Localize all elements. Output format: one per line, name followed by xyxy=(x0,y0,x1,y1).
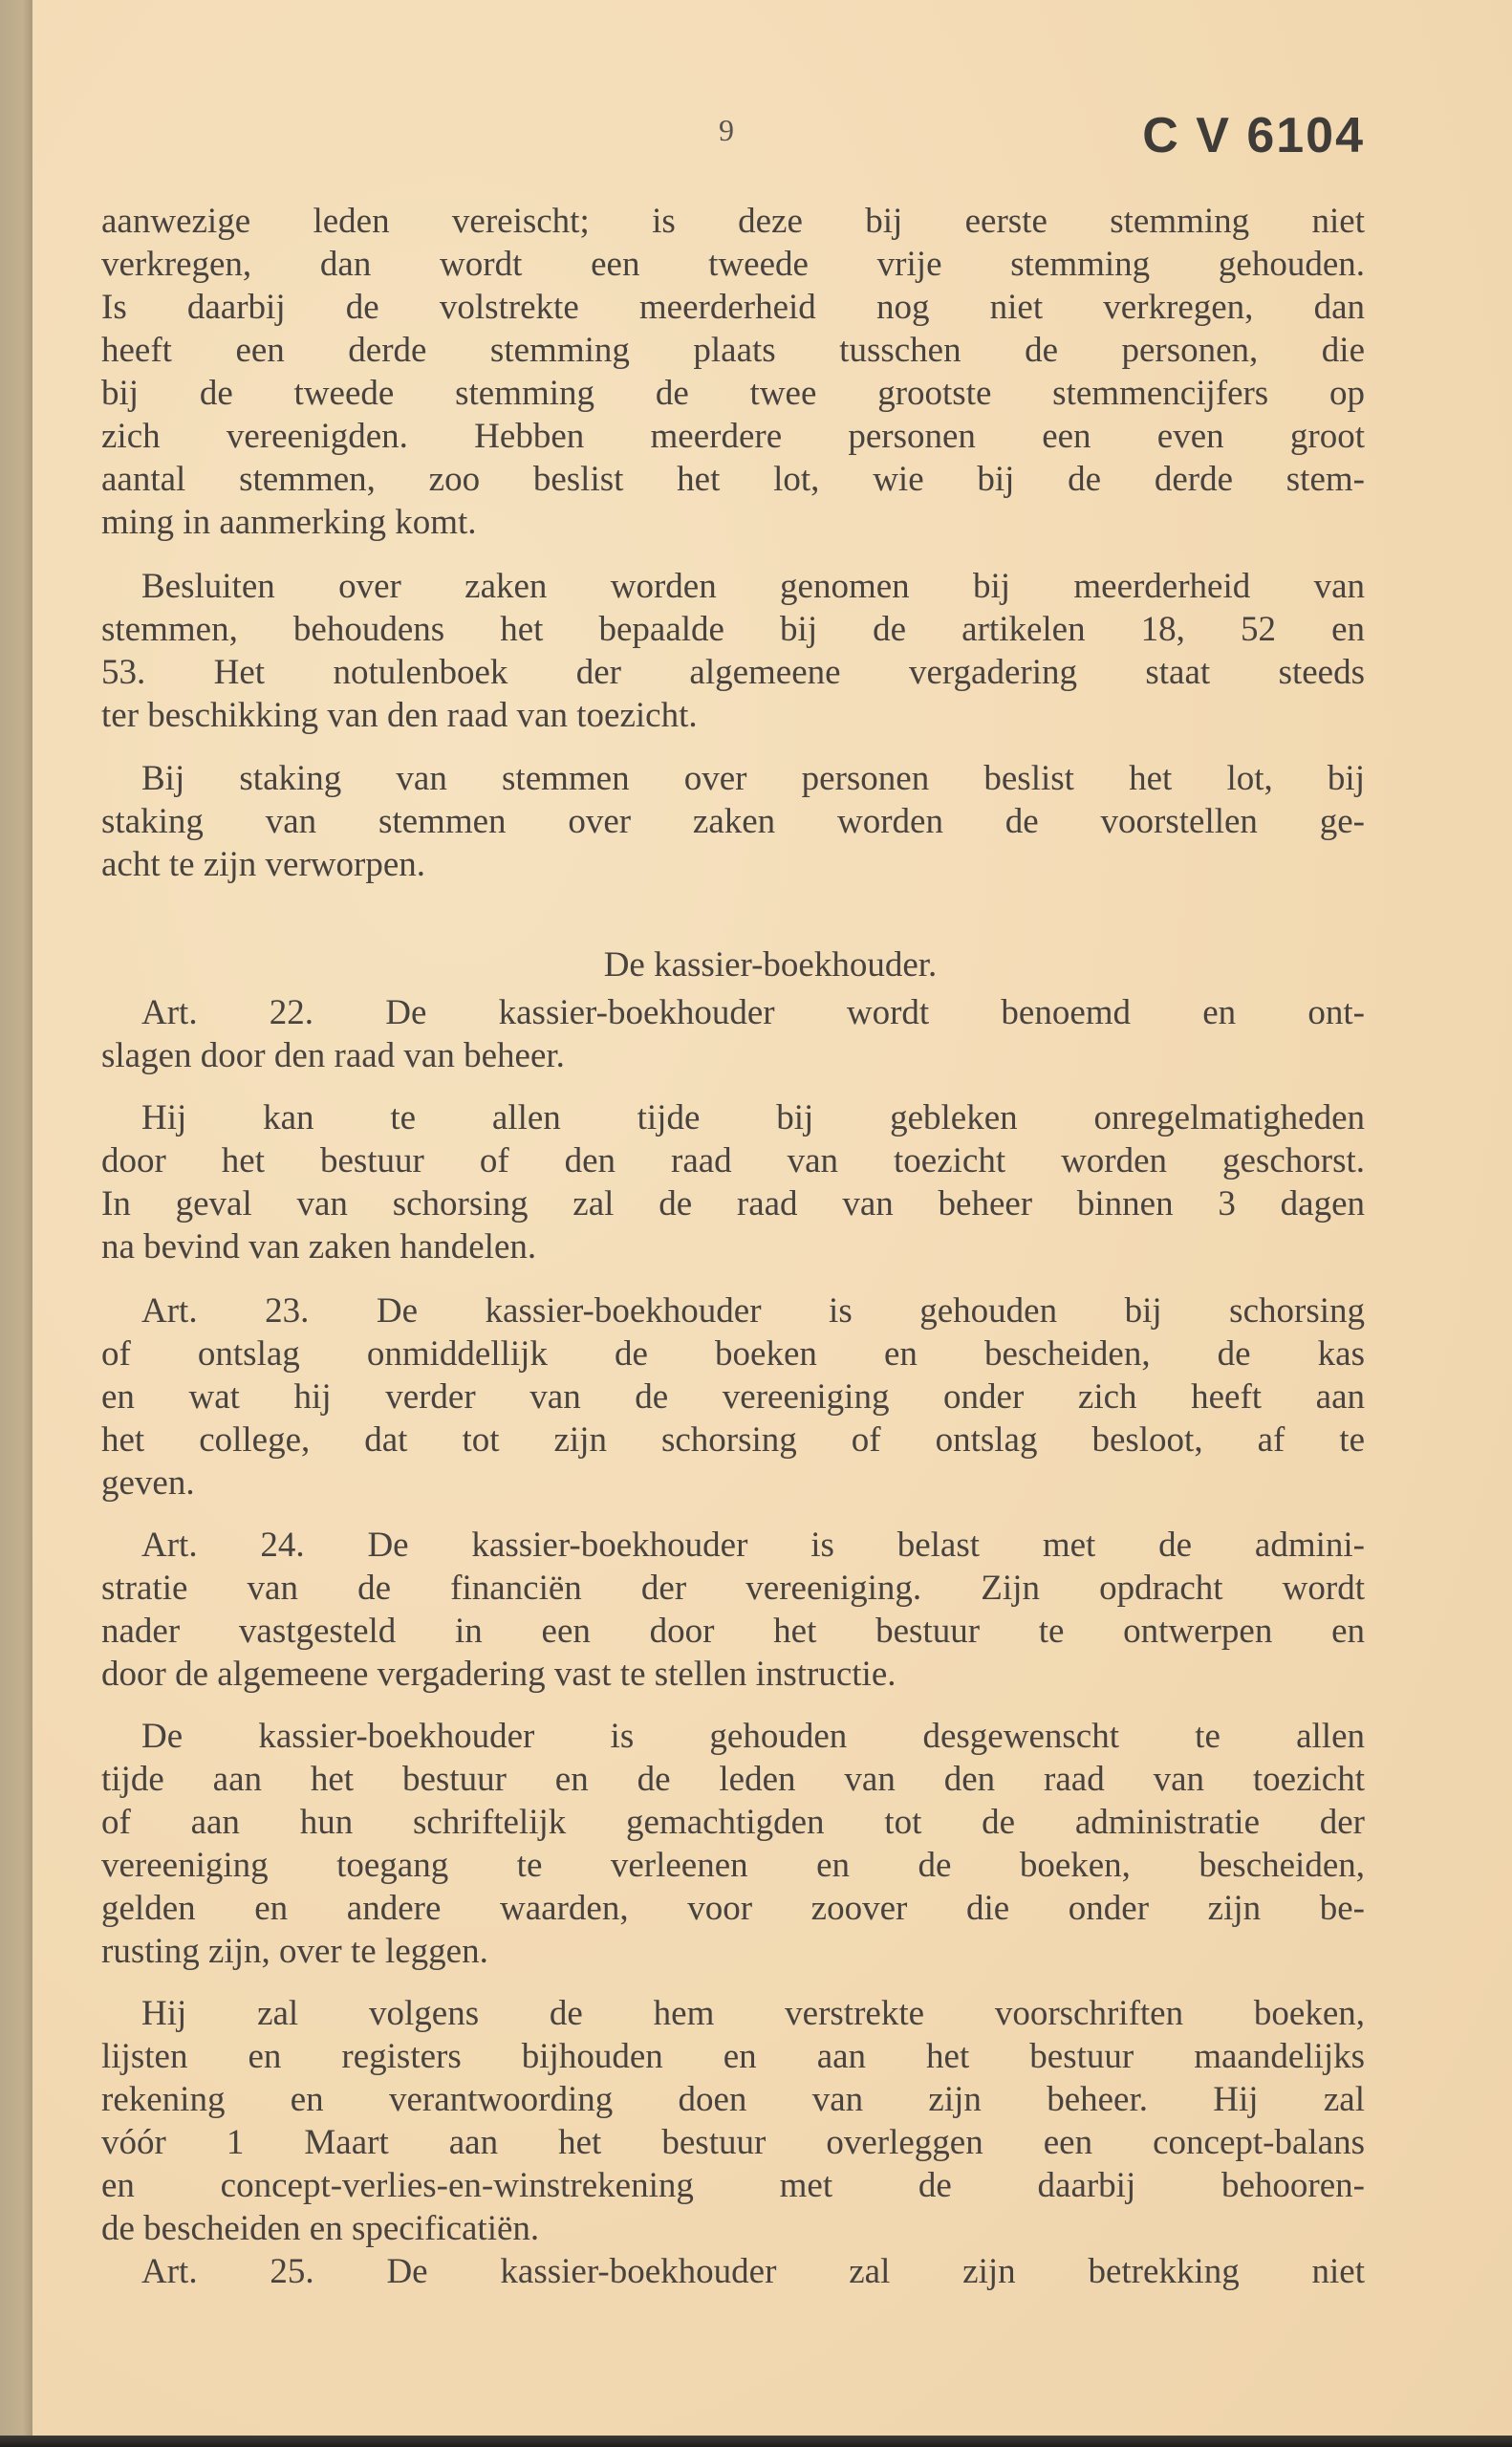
text-line: aanwezige leden vereischt; is deze bij eerste stemming niet xyxy=(101,202,1365,241)
text-line: Hij zal volgens de hem verstrekte voorschriften boeken, xyxy=(141,1994,1365,2033)
text-line: Bij staking van stemmen over personen beslist het lot, bij xyxy=(141,759,1365,798)
text-line: In geval van schorsing zal de raad van beheer binnen 3 dagen xyxy=(101,1184,1365,1224)
text-line: acht te zijn verworpen. xyxy=(101,845,426,884)
text-line: stemmen, behoudens het bepaalde bij de artikelen 18, 52 en xyxy=(101,610,1365,649)
text-line: staking van stemmen over zaken worden de voorstellen ge- xyxy=(101,802,1365,841)
text-line: verkregen, dan wordt een tweede vrije stemming gehouden. xyxy=(101,245,1365,284)
text-line: lijsten en registers bijhouden en aan het bestuur maandelijks xyxy=(101,2037,1365,2076)
text-line: bij de tweede stemming de twee grootste stemmencijfers op xyxy=(101,374,1365,413)
text-line: Is daarbij de volstrekte meerderheid nog niet verkregen, dan xyxy=(101,288,1365,327)
text-line: rekening en verantwoording doen van zijn beheer. Hij zal xyxy=(101,2080,1365,2119)
page-number: 9 xyxy=(719,113,734,147)
text-line: slagen door den raad van beheer. xyxy=(101,1036,565,1075)
text-line: nader vastgesteld in een door het bestuur te ontwerpen en xyxy=(101,1612,1365,1651)
text-line: zich vereenigden. Hebben meerdere personen een even groot xyxy=(101,417,1365,456)
text-line: of ontslag onmiddellijk de boeken en bescheiden, de kas xyxy=(101,1334,1365,1374)
text-line: vereeniging toegang te verleenen en de boeken, bescheiden, xyxy=(101,1846,1365,1885)
text-line: Besluiten over zaken worden genomen bij meerderheid van xyxy=(141,567,1365,606)
page-bottom-edge xyxy=(0,2436,1512,2447)
text-line: Art. 24. De kassier-boekhouder is belast met de admini- xyxy=(141,1526,1365,1565)
text-line: 53. Het notulenboek der algemeene vergadering staat steeds xyxy=(101,653,1365,692)
text-line: aantal stemmen, zoo beslist het lot, wie bij de derde stem- xyxy=(101,460,1365,499)
text-line: De kassier-boekhouder is gehouden desgewenscht te allen xyxy=(141,1717,1365,1756)
text-line: door het bestuur of den raad van toezicht worden geschorst. xyxy=(101,1141,1365,1180)
section-heading: De kassier-boekhouder. xyxy=(603,945,938,985)
text-line: gelden en andere waarden, voor zoover die onder zijn be- xyxy=(101,1889,1365,1928)
text-line: Hij kan te allen tijde bij gebleken onregelmatigheden xyxy=(141,1098,1365,1137)
book-binding-edge xyxy=(0,0,32,2447)
text-line: na bevind van zaken handelen. xyxy=(101,1227,537,1267)
text-line: Art. 22. De kassier-boekhouder wordt benoemd en ont- xyxy=(141,993,1365,1032)
text-line: vóór 1 Maart aan het bestuur overleggen een concept-balans xyxy=(101,2123,1365,2162)
text-line: en wat hij verder van de vereeniging onder zich heeft aan xyxy=(101,1377,1365,1417)
text-line: tijde aan het bestuur en de leden van den raad van toezicht xyxy=(101,1760,1365,1799)
text-line: of aan hun schriftelijk gemachtigden tot de administratie der xyxy=(101,1803,1365,1842)
text-line: door de algemeene vergadering vast te stellen instructie. xyxy=(101,1655,896,1694)
text-line: Art. 25. De kassier-boekhouder zal zijn betrekking niet xyxy=(141,2252,1365,2291)
text-line: stratie van de financiën der vereeniging. Zijn opdracht wordt xyxy=(101,1569,1365,1608)
text-line: Art. 23. De kassier-boekhouder is gehouden bij schorsing xyxy=(141,1291,1365,1331)
text-line: de bescheiden en specificatiën. xyxy=(101,2209,540,2248)
document-code: C V 6104 xyxy=(1142,108,1365,163)
text-line: het college, dat tot zijn schorsing of ontslag besloot, af te xyxy=(101,1420,1365,1460)
text-line: rusting zijn, over te leggen. xyxy=(101,1932,488,1971)
text-line: en concept-verlies-en-winstrekening met de daarbij behooren- xyxy=(101,2166,1365,2205)
text-line: ming in aanmerking komt. xyxy=(101,503,477,542)
text-line: heeft een derde stemming plaats tusschen de personen, die xyxy=(101,331,1365,370)
text-line: ter beschikking van den raad van toezicht. xyxy=(101,696,698,735)
text-line: geven. xyxy=(101,1463,195,1503)
